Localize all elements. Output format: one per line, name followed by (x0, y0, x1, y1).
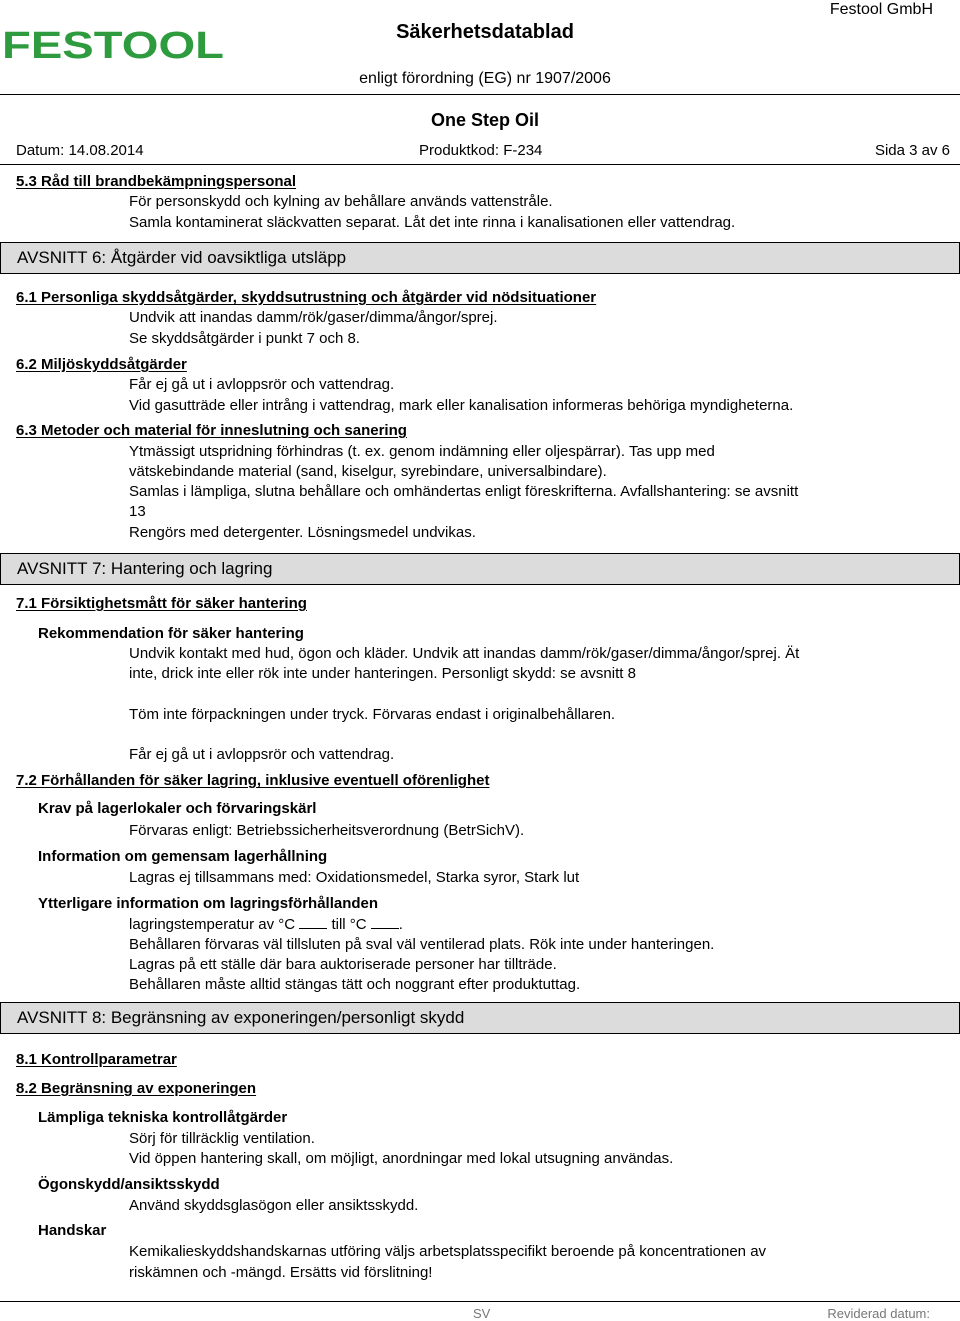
label-technical-controls: Lämpliga tekniska kontrollåtgärder (38, 1109, 288, 1126)
product-code: Produktkod: F-234 (419, 142, 543, 159)
page-number: Sida 3 av 6 (874, 142, 950, 159)
text-line: inte, drick inte eller rök inte under hanteringen. Personligt skydd: se avsnitt 8 (129, 665, 636, 682)
subsection-7-2-title: 7.2 Förhållanden för säker lagring, inklusive eventuell oförenlighet (16, 772, 490, 789)
subsection-6-3-title: 6.3 Metoder och material för inneslutning och sanering (16, 422, 407, 439)
text-line: Använd skyddsglasögon eller ansiktsskydd. (129, 1197, 419, 1214)
section-8-title: AVSNITT 8: Begränsning av exponeringen/personligt skydd (17, 1008, 465, 1027)
text-line: Ytmässigt utspridning förhindras (t. ex. genom indämning eller oljespärrar). Tas upp med (129, 443, 715, 460)
blank-field (371, 916, 399, 929)
label-eye-protection: Ögonskydd/ansiktsskydd (38, 1176, 220, 1193)
header-divider-bottom (0, 164, 960, 165)
subsection-8-2-title: 8.2 Begränsning av exponeringen (16, 1080, 257, 1097)
text-line: Får ej gå ut i avloppsrör och vattendrag. (129, 376, 395, 393)
text-line: Samla kontaminerat släckvatten separat. Låt det inte rinna i kanalisationen eller vattendrag. (129, 214, 736, 231)
text-line: Undvik kontakt med hud, ögon och kläder. Undvik att inandas damm/rök/gaser/dimma/ångor/sprej. Ät (129, 645, 800, 662)
svg-text:FESTOOL: FESTOOL (2, 26, 225, 66)
text-line: Behållaren förvaras väl tillsluten på sval väl ventilerad plats. Rök inte under hanteringen. (129, 936, 715, 953)
text-line: vätskebindande material (sand, kiselgur, syrebindare, universalbindare). (129, 463, 607, 480)
label-joint-storage: Information om gemensam lagerhållning (38, 848, 328, 865)
text-line: Undvik att inandas damm/rök/gaser/dimma/ångor/sprej. (129, 309, 498, 326)
section-7-header (0, 553, 960, 585)
regulation-text: enligt förordning (EG) nr 1907/2006 (359, 70, 611, 87)
label-storage-requirements: Krav på lagerlokaler och förvaringskärl (38, 800, 317, 817)
storage-temperature-line: lagringstemperatur av °C till °C . (129, 916, 403, 933)
footer-revised-date: Reviderad datum: (827, 1306, 930, 1321)
text-line: Behållaren måste alltid stängas tätt och noggrant efter produktuttag. (129, 976, 581, 993)
document-date: Datum: 14.08.2014 (16, 142, 144, 159)
company-name: Festool GmbH (829, 1, 933, 18)
text-line: Samlas i lämpliga, slutna behållare och omhändertas enligt föreskrifterna. Avfallshantering: se avsnitt (129, 483, 799, 500)
text-line: riskämnen och -mängd. Ersätts vid förslitning! (129, 1264, 433, 1281)
text-line: Vid öppen hantering skall, om möjligt, anordningar med lokal utsugning användas. (129, 1150, 674, 1167)
section-6-title: AVSNITT 6: Åtgärder vid oavsiktliga utsläpp (17, 248, 347, 267)
document-title: Säkerhetsdatablad (396, 21, 574, 43)
section-7-title: AVSNITT 7: Hantering och lagring (17, 559, 273, 578)
subsection-8-1-title: 8.1 Kontrollparametrar (16, 1051, 177, 1068)
label-gloves: Handskar (38, 1222, 107, 1239)
subsection-6-2-title: 6.2 Miljöskyddsåtgärder (16, 356, 187, 373)
section-8-header (0, 1002, 960, 1034)
footer-language: SV (473, 1306, 491, 1321)
text-line: Se skyddsåtgärder i punkt 7 och 8. (129, 330, 360, 347)
text-line: Förvaras enligt: Betriebssicherheitsverordnung (BetrSichV). (129, 822, 525, 839)
text-line: Lagras på ett ställe där bara auktoriserade personer har tillträde. (129, 956, 557, 973)
text-line: Töm inte förpackningen under tryck. Förvaras endast i originalbehållaren. (129, 706, 616, 723)
text-line: 13 (129, 503, 146, 520)
section-6-header (0, 242, 960, 274)
subsection-5-3-title: 5.3 Råd till brandbekämpningspersonal (16, 173, 297, 190)
text-line: Lagras ej tillsammans med: Oxidationsmedel, Starka syror, Stark lut (129, 869, 580, 886)
text-line: Rengörs med detergenter. Lösningsmedel undvikas. (129, 524, 476, 541)
text-line: Sörj för tillräcklig ventilation. (129, 1130, 315, 1147)
blank-field (299, 916, 327, 929)
label-safe-handling: Rekommendation för säker hantering (38, 625, 304, 642)
subsection-6-1-title: 6.1 Personliga skyddsåtgärder, skyddsutrustning och åtgärder vid nödsituationer (16, 289, 597, 306)
text-line: För personskydd och kylning av behållare används vattenstråle. (129, 193, 553, 210)
text-line: Kemikalieskyddshandskarnas utföring väljs arbetsplatsspecifikt beroende på koncentrationen av (129, 1243, 767, 1260)
header-divider (0, 94, 960, 95)
product-name: One Step Oil (430, 110, 540, 130)
label-storage-conditions: Ytterligare information om lagringsförhållanden (38, 895, 379, 912)
subsection-7-1-title: 7.1 Försiktighetsmått för säker hantering (16, 595, 307, 612)
footer-divider (0, 1301, 960, 1302)
text-line: Får ej gå ut i avloppsrör och vattendrag. (129, 746, 395, 763)
text-line: Vid gasutträde eller intrång i vattendrag, mark eller kanalisation informeras behöriga myndigheterna. (129, 397, 794, 414)
